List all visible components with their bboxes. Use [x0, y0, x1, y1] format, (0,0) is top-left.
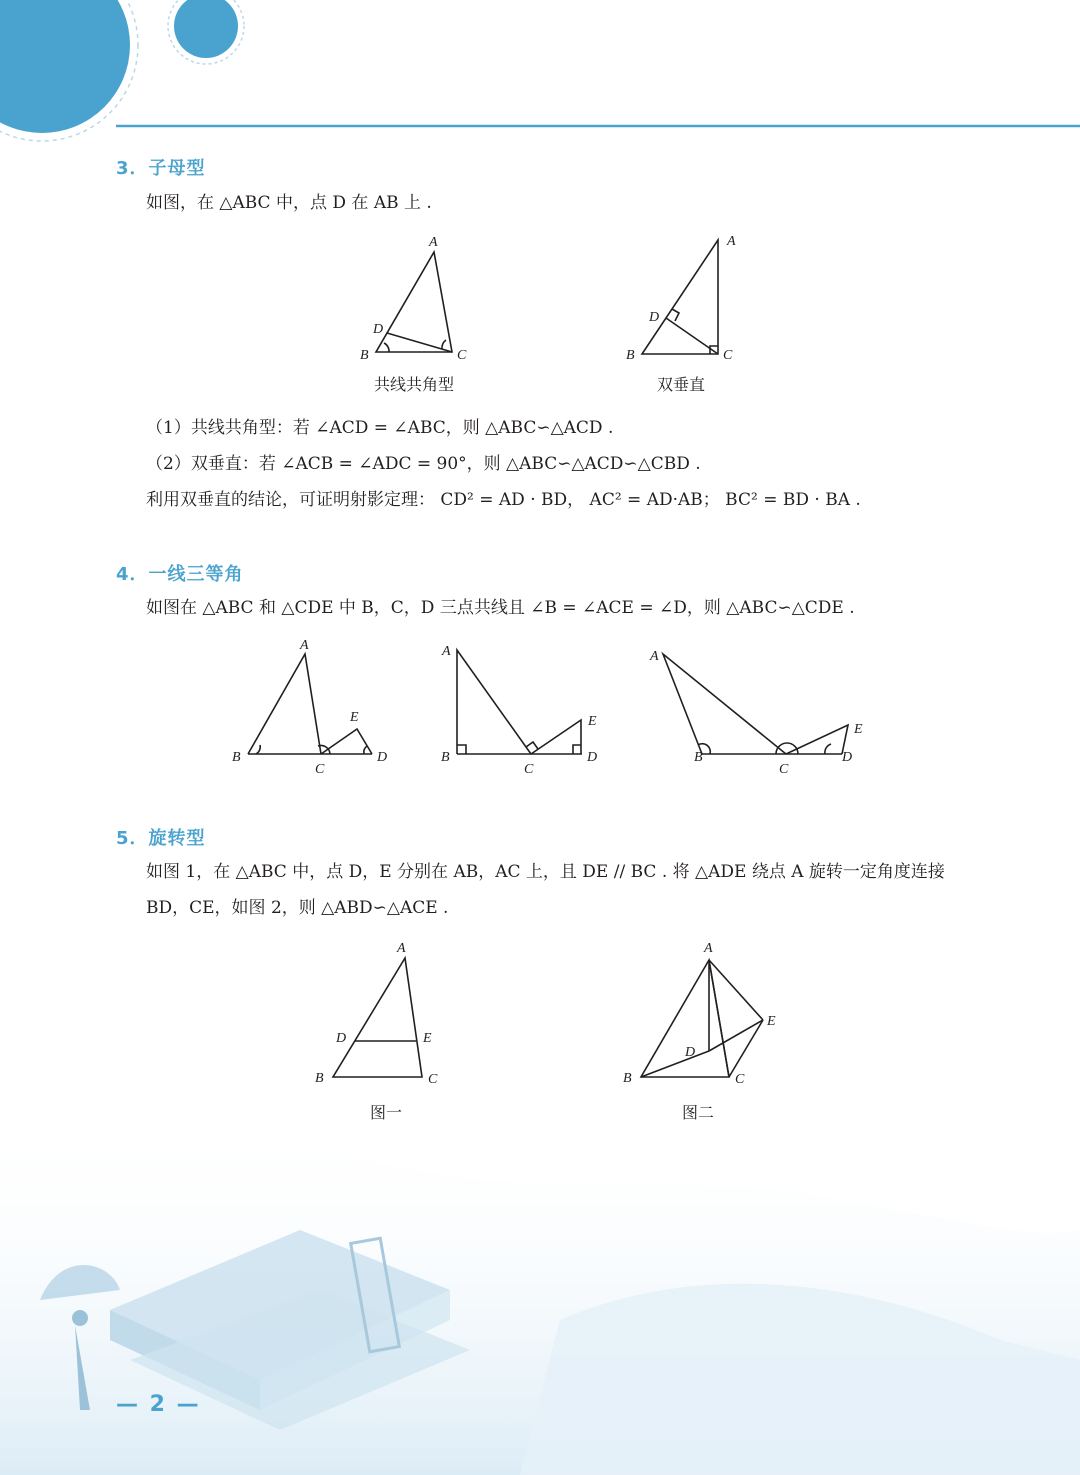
- point-label-c: C: [524, 762, 534, 777]
- point-label-e: E: [350, 710, 359, 725]
- label-B: B: [360, 348, 369, 363]
- header-decoration: [0, 0, 1080, 160]
- section-3-intro: 如图，在 △ABC 中，点 D 在 AB 上 .: [146, 193, 432, 213]
- section-3-line-3: 利用双垂直的结论，可证明射影定理： CD² = AD · BD， AC² = AD·AB； BC² = BD · BA .: [146, 490, 861, 510]
- section-3-title: 3．子母型: [116, 158, 206, 179]
- point-label-d: D: [587, 750, 598, 765]
- point-label-d: D: [377, 750, 388, 765]
- point-label-c: C: [428, 1072, 438, 1087]
- label-B: B: [626, 348, 635, 363]
- point-label-d: D: [685, 1045, 696, 1060]
- label-C: C: [457, 348, 467, 363]
- point-label-e: E: [423, 1031, 432, 1046]
- point-label-a: A: [397, 941, 406, 956]
- point-label-a: A: [704, 941, 713, 956]
- point-label-d: D: [336, 1031, 347, 1046]
- figure-three-angles-2: [441, 644, 597, 777]
- point-label-a: A: [442, 644, 451, 659]
- section-4-figures: [220, 632, 880, 782]
- section-5-line-2: BD，CE，如图 2，则 △ABD∽△ACE .: [146, 898, 449, 918]
- section-5-line-1: 如图 1，在 △ABC 中，点 D，E 分别在 AB，AC 上，且 DE // BC . 将 △ADE 绕点 A 旋转一定角度连接: [146, 862, 945, 882]
- section-4-intro: 如图在 △ABC 和 △CDE 中 B，C，D 三点共线且 ∠B = ∠ACE = ∠D，则 △ABC∽△CDE .: [146, 598, 855, 618]
- point-label-c: C: [315, 762, 325, 777]
- caption-collinear: 共线共角型: [373, 375, 454, 394]
- point-label-c: C: [779, 762, 789, 777]
- point-label-e: E: [588, 714, 597, 729]
- point-label-c: C: [735, 1072, 745, 1087]
- section-5-figures: [300, 930, 800, 1090]
- point-label-b: B: [441, 750, 450, 765]
- section-4-title: 4．一线三等角: [116, 564, 244, 585]
- section-3-figures: [340, 228, 760, 368]
- point-label-b: B: [232, 750, 241, 765]
- label-C: C: [723, 348, 733, 363]
- small-circle-decoration: [174, 0, 238, 58]
- point-label-a: A: [650, 649, 659, 664]
- caption-figure-1: 图一: [369, 1103, 402, 1122]
- section-3-line-2: （2）双垂直：若 ∠ACB = ∠ADC = 90°，则 △ABC∽△ACD∽△CBD .: [146, 454, 701, 474]
- point-label-d: D: [842, 750, 853, 765]
- point-label-e: E: [767, 1014, 776, 1029]
- section-5-title: 5．旋转型: [116, 828, 206, 849]
- point-label-e: E: [854, 722, 863, 737]
- point-label-a: A: [300, 638, 309, 653]
- point-label-b: B: [623, 1071, 632, 1086]
- figure-double-perpendicular: [626, 234, 736, 363]
- figure-three-angles-1: [232, 638, 387, 777]
- point-label-b: B: [315, 1071, 324, 1086]
- label-A: A: [727, 234, 736, 249]
- caption-figure-2: 图二: [681, 1103, 714, 1122]
- label-D: D: [649, 310, 660, 325]
- page-number: — 2 —: [116, 1392, 201, 1417]
- figure-collinear-common-angle: [360, 235, 467, 363]
- figure-rotation-1: [315, 941, 438, 1087]
- figure-three-angles-3: [649, 649, 863, 777]
- point-label-b: B: [694, 750, 703, 765]
- figure-rotation-2: [623, 941, 776, 1087]
- caption-double-perpendicular: 双垂直: [656, 375, 705, 394]
- section-3-line-1: （1）共线共角型：若 ∠ACD = ∠ABC，则 △ABC∽△ACD .: [146, 418, 614, 438]
- label-A: A: [429, 235, 438, 250]
- label-D: D: [373, 322, 384, 337]
